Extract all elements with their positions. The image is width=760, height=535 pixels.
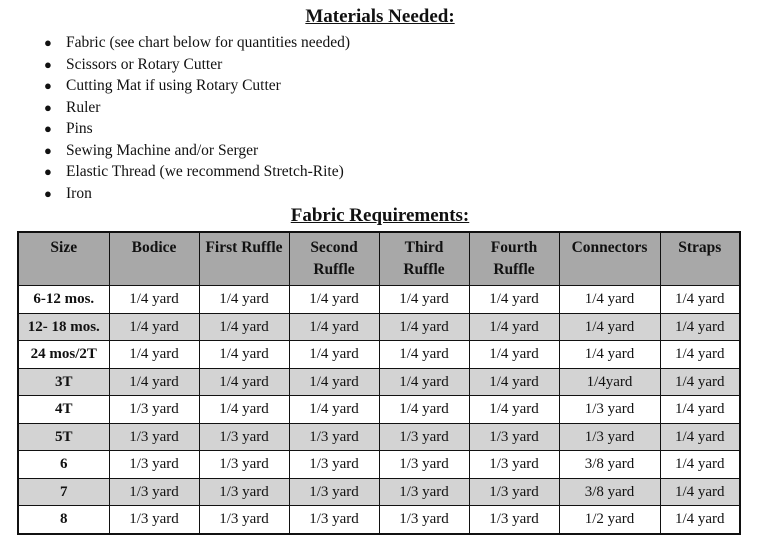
quantity-cell: 1/3 yard xyxy=(469,478,559,506)
list-item-text: Fabric (see chart below for quantities needed) xyxy=(66,34,351,51)
quantity-cell: 1/4 yard xyxy=(660,423,740,451)
table-row xyxy=(18,341,740,369)
list-item xyxy=(44,161,350,183)
column-header-text: First Ruffle xyxy=(205,239,283,256)
size-cell: 12- 18 mos. xyxy=(18,313,109,341)
quantity-cell: 1/4 yard xyxy=(109,368,199,396)
column-header-text: Ruffle xyxy=(403,261,445,278)
quantity-cell: 1/3 yard xyxy=(379,506,469,534)
column-header xyxy=(18,232,109,286)
bullet-icon: ● xyxy=(44,142,52,158)
quantity-cell: 1/3 yard xyxy=(559,396,660,424)
quantity-cell: 1/4 yard xyxy=(109,286,199,314)
quantity-cell: 1/2 yard xyxy=(559,506,660,534)
column-header-text: Bodice xyxy=(131,239,177,256)
bullet-icon: ● xyxy=(44,121,52,136)
column-header-text: Size xyxy=(50,239,78,256)
list-item xyxy=(44,54,350,76)
table-row xyxy=(18,478,740,506)
column-header-text: Ruffle xyxy=(313,261,355,278)
quantity-cell: 1/3 yard xyxy=(289,451,379,479)
quantity-cell: 1/4 yard xyxy=(559,341,660,369)
table-row xyxy=(18,368,740,396)
size-cell: 6-12 mos. xyxy=(18,286,109,314)
column-header xyxy=(469,232,559,286)
table-row xyxy=(18,423,740,451)
list-item-text: Elastic Thread (we recommend Stretch-Rite) xyxy=(66,163,344,180)
quantity-cell: 1/4 yard xyxy=(289,313,379,341)
quantity-cell: 1/4 yard xyxy=(199,368,289,396)
size-cell: 8 xyxy=(18,506,109,534)
quantity-cell: 1/4 yard xyxy=(660,478,740,506)
column-header xyxy=(109,232,199,286)
quantity-cell: 1/3 yard xyxy=(379,451,469,479)
materials-list xyxy=(44,32,351,204)
list-item xyxy=(44,32,351,54)
quantity-cell: 1/4 yard xyxy=(469,396,559,424)
materials-heading: Materials Needed: xyxy=(305,6,455,27)
list-item xyxy=(44,97,350,119)
bullet-icon: ● xyxy=(44,164,52,179)
quantity-cell: 1/4 yard xyxy=(559,313,660,341)
list-item-text: Cutting Mat if using Rotary Cutter xyxy=(66,77,281,94)
column-header-text: Straps xyxy=(678,239,722,256)
list-item-text: Iron xyxy=(66,184,92,202)
quantity-cell: 1/3 yard xyxy=(289,478,379,506)
quantity-cell: 1/4 yard xyxy=(469,313,559,341)
column-header xyxy=(289,232,379,286)
column-header xyxy=(559,232,660,286)
column-header-text: Fourth xyxy=(490,239,538,256)
bullet-icon: ● xyxy=(44,99,52,115)
quantity-cell: 3/8 yard xyxy=(559,451,660,479)
table-header-row xyxy=(18,232,740,286)
bullet-icon: ● xyxy=(44,185,52,201)
column-header xyxy=(199,232,289,286)
quantity-cell: 1/4 yard xyxy=(660,313,740,341)
quantity-cell: 1/4 yard xyxy=(199,341,289,369)
quantity-cell: 1/3 yard xyxy=(199,423,289,451)
quantity-cell: 1/4 yard xyxy=(660,341,740,369)
quantity-cell: 1/4 yard xyxy=(199,286,289,314)
quantity-cell: 1/3 yard xyxy=(289,506,379,534)
size-cell: 6 xyxy=(18,451,109,479)
table-row xyxy=(18,506,740,534)
quantity-cell: 3/8 yard xyxy=(559,478,660,506)
column-header xyxy=(379,232,469,286)
quantity-cell: 1/3 yard xyxy=(199,478,289,506)
quantity-cell: 1/3 yard xyxy=(109,506,199,534)
quantity-cell: 1/4 yard xyxy=(379,313,469,341)
quantity-cell: 1/3 yard xyxy=(469,451,559,479)
size-cell: 24 mos/2T xyxy=(18,341,109,369)
list-item xyxy=(44,118,350,140)
quantity-cell: 1/4 yard xyxy=(379,368,469,396)
quantity-cell: 1/3 yard xyxy=(469,506,559,534)
column-header-text: Connectors xyxy=(571,239,648,256)
quantity-cell: 1/3 yard xyxy=(289,423,379,451)
quantity-cell: 1/4 yard xyxy=(199,396,289,424)
quantity-cell: 1/4 yard xyxy=(289,396,379,424)
list-item-text: Sewing Machine and/or Serger xyxy=(66,141,259,159)
quantity-cell: 1/4 yard xyxy=(109,341,199,369)
table-row xyxy=(18,396,740,424)
fabric-requirements-heading: Fabric Requirements: xyxy=(290,205,470,226)
quantity-cell: 1/4 yard xyxy=(199,313,289,341)
quantity-cell: 1/3 yard xyxy=(199,506,289,534)
quantity-cell: 1/4 yard xyxy=(289,286,379,314)
column-header-text: Third xyxy=(404,239,444,256)
quantity-cell: 1/4yard xyxy=(559,368,660,396)
table-row xyxy=(18,286,740,314)
quantity-cell: 1/4 yard xyxy=(379,286,469,314)
quantity-cell: 1/4 yard xyxy=(379,396,469,424)
quantity-cell: 1/4 yard xyxy=(469,368,559,396)
list-item xyxy=(44,140,350,162)
size-cell: 5T xyxy=(18,423,109,451)
quantity-cell: 1/4 yard xyxy=(660,396,740,424)
list-item-text: Pins xyxy=(66,120,93,137)
fabric-requirements-table xyxy=(17,231,741,535)
list-item-text: Scissors or Rotary Cutter xyxy=(66,55,223,73)
quantity-cell: 1/4 yard xyxy=(660,368,740,396)
bullet-icon: ● xyxy=(44,78,52,93)
quantity-cell: 1/4 yard xyxy=(289,368,379,396)
bullet-icon: ● xyxy=(44,56,52,72)
quantity-cell: 1/3 yard xyxy=(559,423,660,451)
quantity-cell: 1/4 yard xyxy=(660,451,740,479)
size-cell: 7 xyxy=(18,478,109,506)
quantity-cell: 1/3 yard xyxy=(109,396,199,424)
table-row xyxy=(18,313,740,341)
list-item xyxy=(44,75,350,97)
quantity-cell: 1/4 yard xyxy=(109,313,199,341)
quantity-cell: 1/4 yard xyxy=(660,286,740,314)
quantity-cell: 1/3 yard xyxy=(109,451,199,479)
quantity-cell: 1/4 yard xyxy=(289,341,379,369)
quantity-cell: 1/4 yard xyxy=(379,341,469,369)
column-header xyxy=(660,232,740,286)
bullet-icon: ● xyxy=(44,35,52,50)
quantity-cell: 1/4 yard xyxy=(559,286,660,314)
quantity-cell: 1/3 yard xyxy=(379,423,469,451)
size-cell: 4T xyxy=(18,396,109,424)
size-cell: 3T xyxy=(18,368,109,396)
list-item-text: Ruler xyxy=(66,98,101,116)
quantity-cell: 1/3 yard xyxy=(199,451,289,479)
quantity-cell: 1/4 yard xyxy=(469,341,559,369)
quantity-cell: 1/3 yard xyxy=(109,478,199,506)
quantity-cell: 1/3 yard xyxy=(109,423,199,451)
quantity-cell: 1/3 yard xyxy=(469,423,559,451)
table-row xyxy=(18,451,740,479)
list-item xyxy=(44,183,350,205)
quantity-cell: 1/3 yard xyxy=(379,478,469,506)
quantity-cell: 1/4 yard xyxy=(660,506,740,534)
column-header-text: Ruffle xyxy=(493,261,535,278)
column-header-text: Second xyxy=(310,239,358,256)
quantity-cell: 1/4 yard xyxy=(469,286,559,314)
